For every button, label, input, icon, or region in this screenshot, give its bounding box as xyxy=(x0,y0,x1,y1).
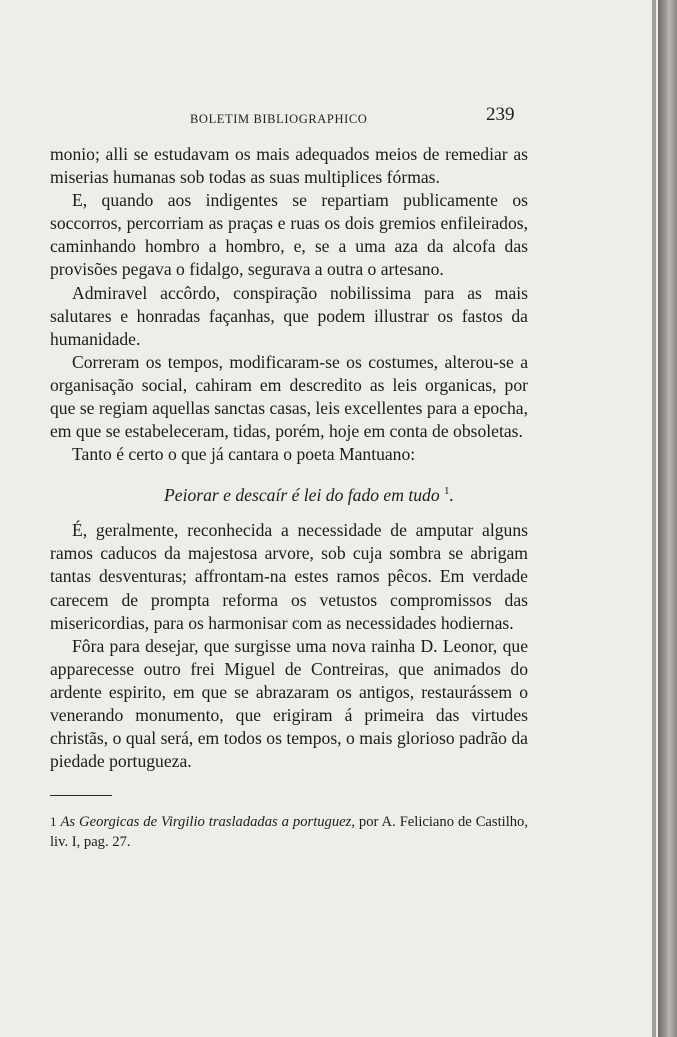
paragraph-6: É, geralmente, reconhecida a necessidade de amputar alguns ramos caducos da majestosa arvore, sob cuja sombra se abrigam tantas desventuras; affrontam-na estes ramos pêcos. Em verdade carecem de prompta reforma os vetustos compromissos das misericordias, para os harmonisar com as necessidades hodiernas. xyxy=(50,520,528,633)
paragraph-2: E, quando aos indigentes se repartiam publicamente os soccorros, percorriam as praças e ruas os dois gremios enfileirados, caminhando hombro a hombro, e, se a uma aza da alcofa das provisões pegava o fidalgo, segurava a outra o artesano. xyxy=(50,190,528,280)
footnote-citation: por A. Feliciano de Castilho, liv. I, pag. 27. xyxy=(50,814,528,850)
verse-period: . xyxy=(449,485,454,506)
footnote-reference: 1 xyxy=(444,485,450,498)
page-gutter-line xyxy=(652,0,656,1037)
paragraph-1: monio; alli se estudavam os mais adequados meios de remediar as miserias humanas sob todas as suas multiplices fórmas. xyxy=(50,144,528,188)
verse-quote xyxy=(50,480,528,507)
verse-text: Peiorar e descaír é lei do fado em tudo xyxy=(164,485,440,506)
running-title: BOLETIM BIBLIOGRAPHICO xyxy=(190,112,368,126)
footnote-mark: 1 xyxy=(50,814,57,829)
paragraph-3: Admiravel accôrdo, conspiração nobilissima para as mais salutares e honradas façanhas, que podem illustrar os fastos da humanidade. xyxy=(50,282,528,349)
footnote-title: As Georgicas de Virgilio trasladadas a portuguez, xyxy=(60,814,355,830)
paragraph-5: Tanto é certo o que já cantara o poeta Mantuano: xyxy=(72,444,416,465)
page-number: 239 xyxy=(486,104,515,125)
paragraph-4: Correram os tempos, modificaram-se os costumes, alterou-se a organisação social, cahiram em descredito as leis organicas, por que se regiam aquellas sanctas casas, leis excellentes para a epocha, em que se estabeleceram, tidas, porém, hoje em conta de obsoletas. xyxy=(50,351,528,442)
footnote-rule xyxy=(50,795,112,796)
page-edge-shadow xyxy=(658,0,677,1037)
footnote xyxy=(50,812,528,852)
main-text xyxy=(50,143,528,773)
paragraph-7: Fôra para desejar, que surgisse uma nova rainha D. Leonor, que apparecesse outro frei Miguel de Contreiras, que animados do ardente espirito, em que se abrazaram os antigos, restaurássem o venerando monumento, que erigiram á primeira das virtudes christãs, o qual será, em todos os tempos, o mais glorioso padrão da piedade portugueza. xyxy=(50,635,528,772)
